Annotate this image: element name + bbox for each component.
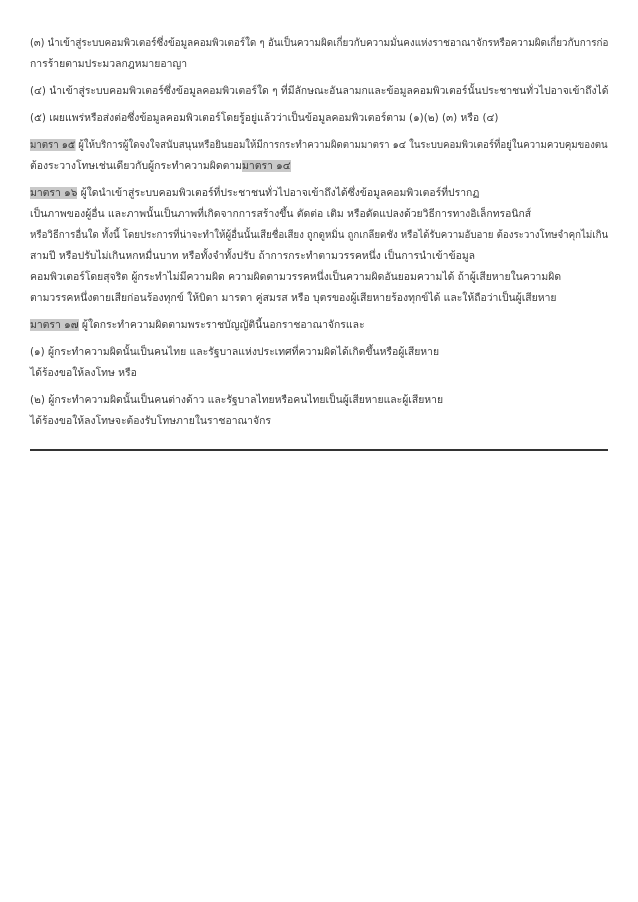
section-text: ต้องระวางโทษเช่นเดียวกับผู้กระทำความผิดตาม — [30, 160, 243, 172]
text-line: การร้ายตามประมวลกฎหมายอาญา — [30, 58, 188, 70]
text-line — [30, 315, 608, 336]
text-line: (๑) ผู้กระทำความผิดนั้นเป็นคนไทย และรัฐบาลแห่งประเทศที่ความผิดได้เกิดขึ้นหรือผู้เสียหาย — [30, 346, 440, 358]
text-line: ตามวรรคหนึ่งตายเสียก่อนร้องทุกข์ ให้บิดา มารดา คู่สมรส หรือ บุตรของผู้เสียหายร้องทุกข์ได้ และให้ถือว่าเป็นผู้เสียหาย — [30, 292, 557, 304]
paragraph-item-3 — [30, 33, 608, 75]
text-line: (๓) นำเข้าสู่ระบบคอมพิวเตอร์ซึ่งข้อมูลคอมพิวเตอร์ใด ๆ อันเป็นความผิดเกี่ยวกับความมั่นคงแห่งราชอาณาจักรหรือความผิดเกี่ยวกับการก่อ — [30, 37, 609, 49]
section-text: ผู้ให้บริการผู้ใดจงใจสนับสนุนหรือยินยอมให้มีการกระทำความผิดตามมาตรา ๑๔ ในระบบคอมพิวเตอร์ที่อยู่ในความควบคุมของตน — [75, 139, 608, 151]
section-17 — [30, 315, 608, 336]
text-line: ได้ร้องขอให้ลงโทษจะต้องรับโทษภายในราชอาณาจักร — [30, 415, 271, 427]
text-line: (๕) เผยแพร่หรือส่งต่อซึ่งข้อมูลคอมพิวเตอร์โดยรู้อยู่แล้วว่าเป็นข้อมูลคอมพิวเตอร์ตาม (๑)(๒) (๓) หรือ (๔) — [30, 112, 499, 124]
section-text: ผู้ใดกระทำความผิดตามพระราชบัญญัตินี้นอกราชอาณาจักรและ — [78, 319, 365, 331]
text-line — [30, 135, 608, 156]
section-label: มาตรา ๑๖ — [30, 187, 78, 199]
section-text: ผู้ใดนำเข้าสู่ระบบคอมพิวเตอร์ที่ประชาชนทั่วไปอาจเข้าถึงได้ซึ่งข้อมูลคอมพิวเตอร์ที่ปรากฏ — [77, 187, 480, 199]
paragraph-item-4 — [30, 81, 608, 102]
section-reference: มาตรา ๑๔ — [242, 160, 291, 172]
paragraph-item-2 — [30, 390, 608, 432]
text-line: (๒) ผู้กระทำความผิดนั้นเป็นคนต่างด้าว และรัฐบาลไทยหรือคนไทยเป็นผู้เสียหายและผู้เสียหาย — [30, 394, 444, 406]
paragraph-item-1 — [30, 342, 608, 384]
section-15 — [30, 135, 608, 177]
paragraph-item-5 — [30, 108, 608, 129]
text-line: หรือวิธีการอื่นใด ทั้งนี้ โดยประการที่น่าจะทำให้ผู้อื่นนั้นเสียชื่อเสียง ถูกดูหมิ่น ถูกเกลียดชัง หรือได้รับความอับอาย ต้องระวางโทษจำคุกไม่เกิน — [30, 229, 609, 241]
text-line: คอมพิวเตอร์โดยสุจริต ผู้กระทำไม่มีความผิด ความผิดตามวรรคหนึ่งเป็นความผิดอันยอมความได้ ถ้าผู้เสียหายในความผิด — [30, 271, 562, 283]
text-line: เป็นภาพของผู้อื่น และภาพนั้นเป็นภาพที่เกิดจากการสร้างขึ้น ตัดต่อ เติม หรือดัดแปลงด้วยวิธีการทางอิเล็กทรอนิกส์ — [30, 208, 532, 220]
text-line: (๔) นำเข้าสู่ระบบคอมพิวเตอร์ซึ่งข้อมูลคอมพิวเตอร์ใด ๆ ที่มีลักษณะอันลามกและข้อมูลคอมพิวเตอร์นั้นประชาชนทั่วไปอาจเข้าถึงได้ — [30, 85, 609, 97]
section-label: มาตรา ๑๗ — [30, 319, 79, 331]
section-16 — [30, 183, 608, 309]
text-line — [30, 156, 608, 177]
text-line: สามปี หรือปรับไม่เกินหกหมื่นบาท หรือทั้งจำทั้งปรับ ถ้าการกระทำตามวรรคหนึ่ง เป็นการนำเข้าข้อมูล — [30, 250, 476, 262]
text-line: ได้ร้องขอให้ลงโทษ หรือ — [30, 367, 137, 379]
section-label: มาตรา ๑๕ — [30, 139, 76, 151]
horizontal-divider — [30, 449, 608, 451]
document-body — [30, 33, 608, 438]
text-line — [30, 183, 608, 204]
